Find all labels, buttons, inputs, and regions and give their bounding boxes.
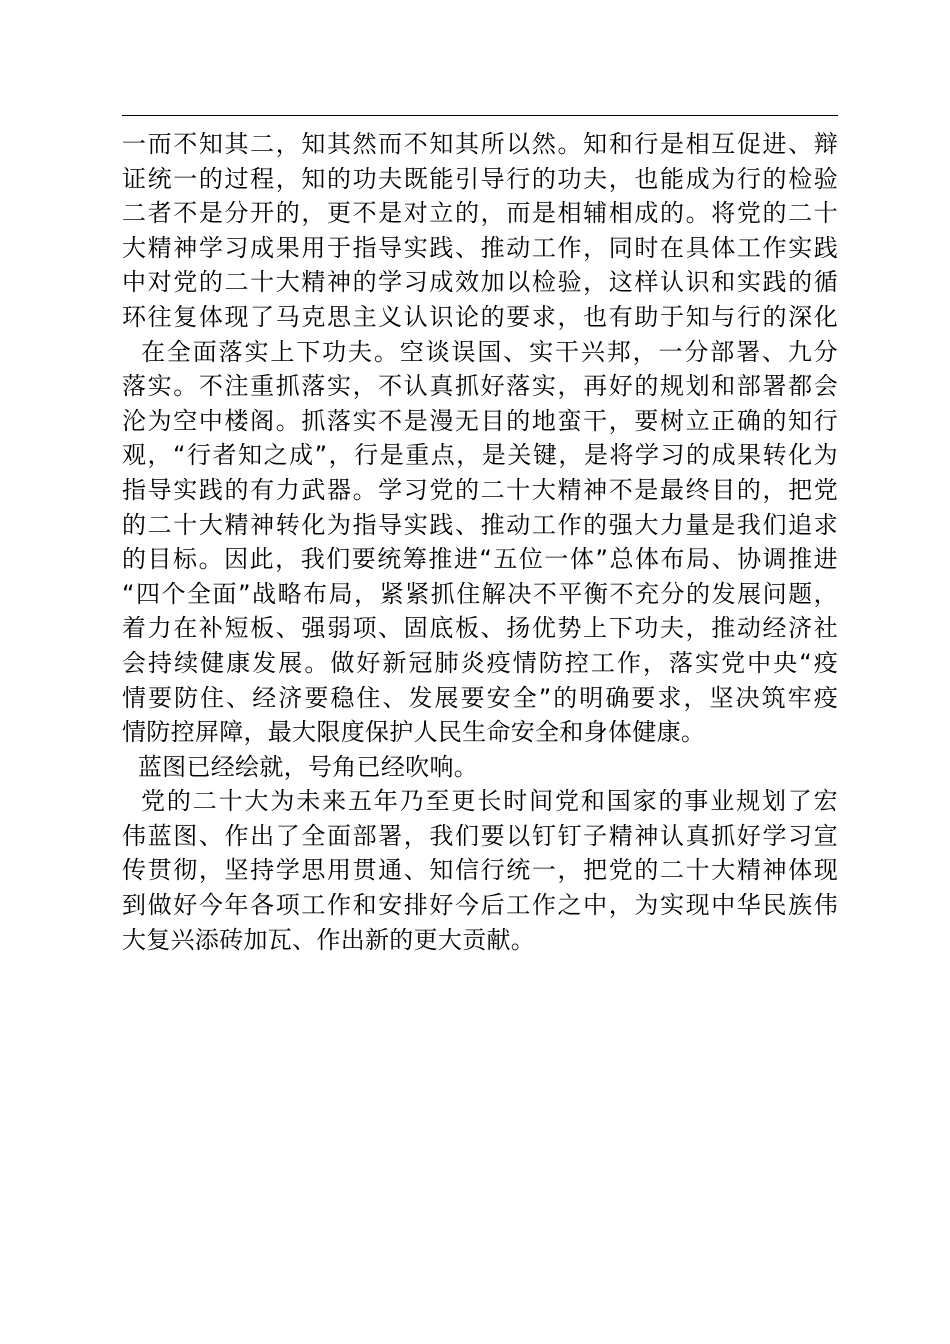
text-line: 情防控屏障，最大限度保护人民生命安全和身体健康。 (122, 718, 706, 747)
text-line: 中对党的二十大精神的学习成效加以检验，这样认识和实践的循 (122, 268, 838, 297)
text-line: 大精神学习成果用于指导实践、推动工作，同时在具体工作实践 (122, 233, 838, 262)
text-line: 党的二十大为未来五年乃至更长时间党和国家的事业规划了宏 (122, 787, 838, 816)
text-line: 传贯彻，坚持学思用贯通、知信行统一，把党的二十大精神体现 (122, 856, 838, 885)
text-line: 大复兴添砖加瓦、作出新的更大贡献。 (122, 925, 536, 954)
text-line: 蓝图已经绘就，号角已经吹响。 (122, 752, 479, 781)
text-line: 会持续健康发展。做好新冠肺炎疫情防控工作，落实党中央“疫 (122, 648, 838, 677)
text-line: 的目标。因此，我们要统筹推进“五位一体”总体布局、协调推进 (122, 545, 838, 574)
text-line: 一而不知其二，知其然而不知其所以然。知和行是相互促进、辩 (122, 130, 838, 158)
text-line: 沦为空中楼阁。抓落实不是漫无目的地蛮干，要树立正确的知行 (122, 406, 838, 435)
text-line: 环往复体现了马克思主义认识论的要求，也有助于知与行的深化 (122, 302, 838, 331)
text-line: “四个全面”战略布局，紧紧抓住解决不平衡不充分的发展问题， (122, 579, 838, 608)
header-rule (122, 115, 838, 116)
text-line: 的二十大精神转化为指导实践、推动工作的强大力量是我们追求 (122, 510, 838, 539)
text-line: 证统一的过程，知的功夫既能引导行的功夫，也能成为行的检验 (122, 164, 838, 193)
body-text (122, 127, 838, 957)
text-line: 落实。不注重抓落实，不认真抓好落实，再好的规划和部署都会 (122, 372, 838, 401)
text-line: 二者不是分开的，更不是对立的，而是相辅相成的。将党的二十 (122, 199, 838, 228)
text-line: 伟蓝图、作出了全面部署，我们要以钉钉子精神认真抓好学习宣 (122, 821, 838, 850)
text-line: 在全面落实上下功夫。空谈误国、实干兴邦，一分部署、九分 (122, 337, 838, 366)
text-line: 到做好今年各项工作和安排好今后工作之中，为实现中华民族伟 (122, 891, 838, 920)
text-line: 情要防住、经济要稳住、发展要安全”的明确要求，坚决筑牢疫 (122, 683, 838, 712)
text-line: 观，“行者知之成”，行是重点，是关键，是将学习的成果转化为 (122, 441, 838, 470)
text-line: 指导实践的有力武器。学习党的二十大精神不是最终目的，把党 (122, 475, 838, 504)
text-line: 着力在补短板、强弱项、固底板、扬优势上下功夫，推动经济社 (122, 614, 838, 643)
